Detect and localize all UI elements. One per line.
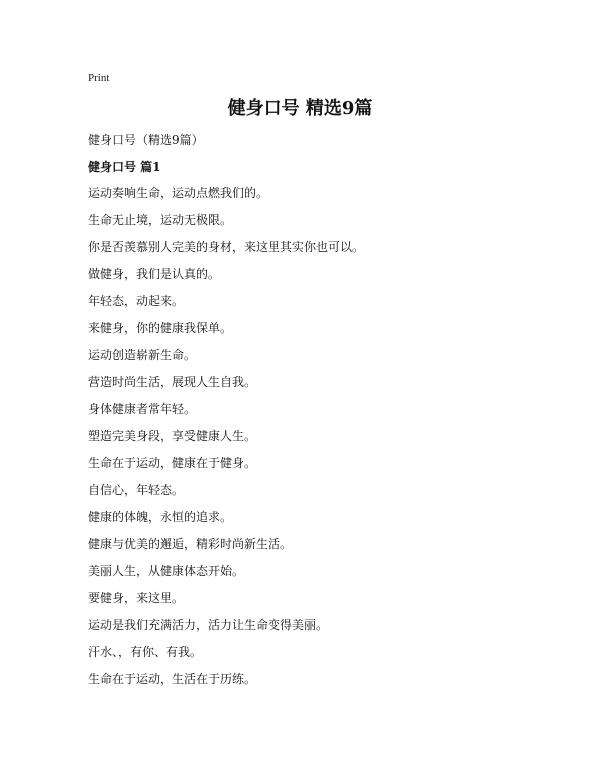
slogan-line: 美丽人生，从健康体态开始。: [88, 564, 245, 578]
slogan-line: 健康与优美的邂逅，精彩时尚新生活。: [88, 537, 293, 551]
slogan-line: 健康的体魄，永恒的追求。: [88, 510, 233, 524]
slogan-line: 要健身，来这里。: [88, 591, 185, 605]
slogan-line: 运动创造崭新生命。: [88, 348, 197, 362]
slogan-line: 运动是我们充满活力，活力让生命变得美丽。: [88, 618, 329, 632]
slogan-line: 生命在于运动，健康在于健身。: [88, 456, 257, 470]
slogan-line: 自信心，年轻态。: [88, 483, 185, 497]
slogan-line: 年轻态，动起来。: [88, 294, 185, 308]
slogan-line: 身体健康者常年轻。: [88, 402, 197, 416]
page-title: 健身口号 精选9篇: [227, 98, 373, 119]
slogan-line: 汗水、，有你、有我。: [88, 645, 203, 659]
slogan-line: 你是否羡慕别人完美的身材，来这里其实你也可以。: [88, 240, 365, 254]
slogan-line: 营造时尚生活，展现人生自我。: [88, 375, 257, 389]
slogan-line: 运动奏响生命，运动点燃我们的。: [88, 186, 269, 200]
print-label: Print: [88, 72, 110, 84]
slogan-line: 塑造完美身段，享受健康人生。: [88, 429, 257, 443]
slogan-line: 做健身，我们是认真的。: [88, 267, 221, 281]
slogan-line: 生命无止境，运动无极限。: [88, 213, 233, 227]
slogan-list: [88, 185, 518, 698]
slogan-line: 生命在于运动，生活在于历练。: [88, 672, 257, 686]
slogan-line: 来健身，你的健康我保单。: [88, 321, 233, 335]
document-subtitle: 健身口号（精选9篇）: [88, 133, 204, 147]
section-heading: 健身口号 篇1: [88, 160, 161, 174]
